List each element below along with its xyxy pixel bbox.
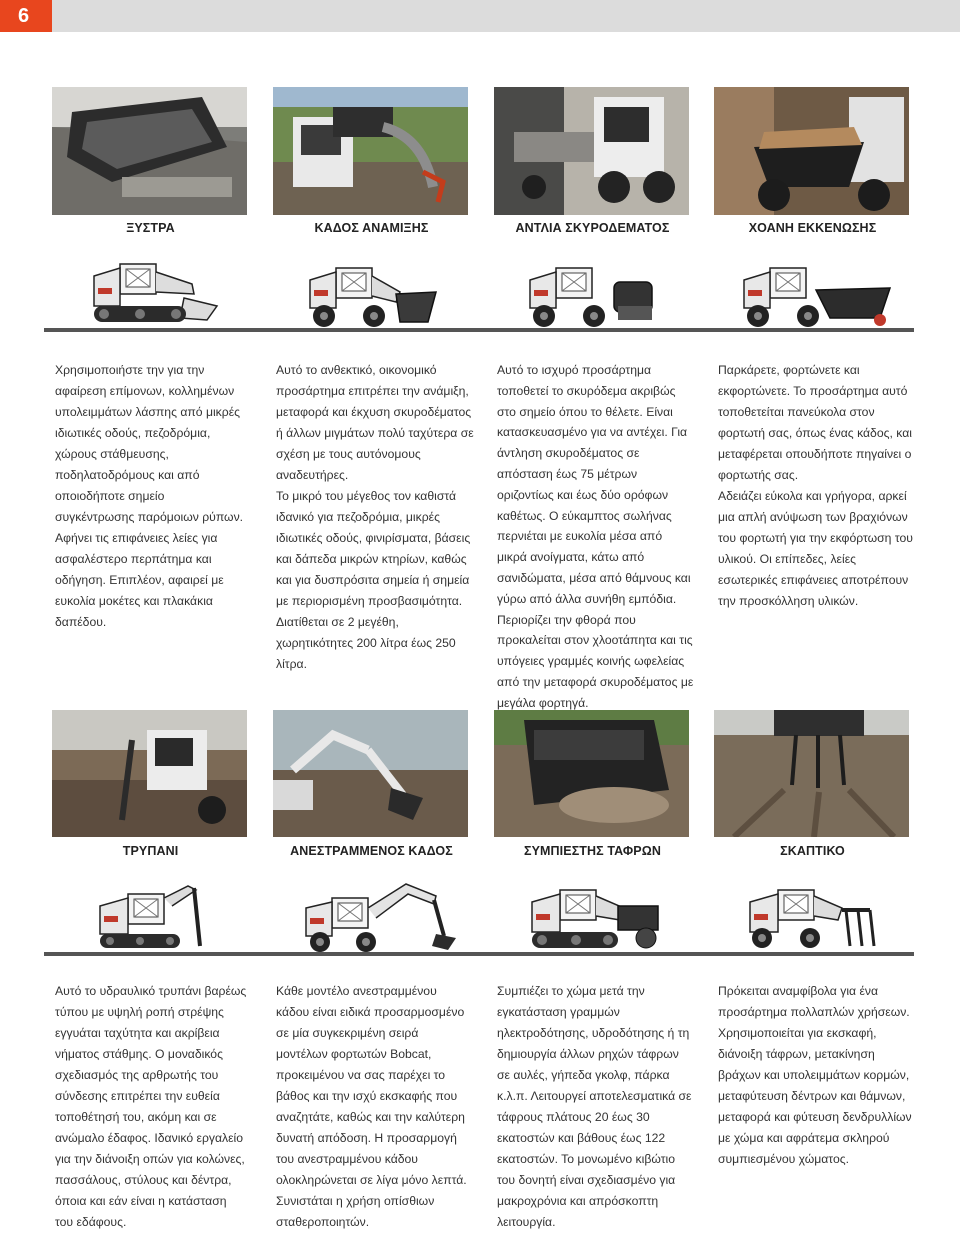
caption-scraper: ΞΥΣΤΡΑ <box>126 221 175 235</box>
caption-trench-compactor: ΣΥΜΠΙΕΣΤΗΣ ΤΑΦΡΩΝ <box>524 844 661 858</box>
dumping-hopper-paragraph: Αδειάζει εύκολα και γρήγορα, αρκεί μια απλή ανύψωση των βραχιόνων του φορτωτή για την εκφόρτωση του υλικού. Οι επίπεδες, λείες εσωτερικές επιφάνειες αποτρέπουν την προσκόλληση υλικών. <box>718 489 913 608</box>
concrete-pump-description <box>497 360 695 714</box>
caption-mixing-bucket: ΚΑΔΟΣ ΑΝΑΜΙΞΗΣ <box>314 221 429 235</box>
scraper-paragraph: Χρησιμοποιήστε την για την αφαίρεση επίμονων, κολλημένων υπολειμμάτων λάσπης από μικρές ιδιωτικές οδούς, πεζοδρόμια, χώρους στάθμευσης, ποδηλατοδρόμους και από οποιοδήποτε σημείο συγκέντρωσης παρόμοιων ρύπων. <box>55 363 244 524</box>
concrete-pump-paragraph: Αυτό το ισχυρό προσάρτημα τοποθετεί το σκυρόδεμα ακριβώς στο σημείο όπου το θέλετε. Είναι κατασκευασμένο για να αντέχει. Για άντληση σκυροδέματος σε απόσταση έως 75 μέτρων οριζοντίως και έως δύο ορόφων καθέτως. Ο εύκαμπτος σωλήνας περνιέται με ευκολία μέσα από μικρά ανοίγματα, κάτω από σανιδώματα, μέσα από θάμνους και γύρω από άλλα συνήθη εμπόδια. Περιορίζει την φθορά που προκαλείται στον χλοοτάπητα και τις υπόγειες γραμμές κοινής ωφελείας από την μεταφορά σκυροδέματος με μεγάλα φορτηγά. <box>497 363 694 710</box>
auger-description <box>55 981 247 1233</box>
skid-steer-backhoe-icon <box>296 878 466 954</box>
auger-photo <box>52 710 247 837</box>
caption-auger: ΤΡΥΠΑΝΙ <box>122 844 179 858</box>
auger-paragraph: Αυτό το υδραυλικό τρυπάνι βαρέως τύπου με υψηλή ροπή στρέψης εγγυάται ταχύτητα και ακρίβεια νήματος στάθμης. Ο μοναδικός σχεδιασμός της αρθρωτής του σύνδεσης επιτρέπει την ευθεία τοποθέτησή του, ακόμη και σε ανώμαλο έδαφος. Ιδανικό εργαλείο για την διάνοιξη οπών για κολώνες, πασσάλους, στύλους και δέντρα, όποια και εάν είναι η κατάσταση του εδάφους. <box>55 984 247 1229</box>
ripper-description <box>718 981 914 1170</box>
backhoe-paragraph: Κάθε μοντέλο ανεστραμμένου κάδου είναι ειδικά προσαρμοσμένο σε μία συγκεκριμένη σειρά μοντέλων φορτωτών Bobcat, προκειμένου να σας παρέχει το βάθος και την ισχύ εκσκαφής που αναζητάτε, καθώς και την καλύτερη δυνατή απόδοση. Η προσαρμογή του ανεστραμμένου κάδου ολοκληρώνεται σε λίγα μόνο λεπτά. Συνιστάται η χρήση οπίσθιων σταθεροποιητών. <box>276 984 467 1229</box>
page-number: 6 <box>0 0 52 32</box>
trench-compactor-description <box>497 981 693 1233</box>
trench-compactor-photo <box>494 710 689 837</box>
page-header-bar <box>0 0 960 32</box>
section-divider <box>44 952 914 956</box>
skid-steer-mixing-bucket-icon <box>296 262 456 330</box>
ripper-paragraph: Πρόκειται αναμφίβολα για ένα προσάρτημα πολλαπλών χρήσεων. Χρησιμοποιείται για εκσκαφή, διάνοιξη τάφρων, μετακίνηση βράχων και υπολειμμάτων κορμών, μεταφύτευση δέντρων και θάμνων, μεταφορά και φύτευση δενδρυλλίων με χώμα και αφράτεμα σκληρού συμπιεσμένου χώματος. <box>718 984 912 1166</box>
scraper-description <box>55 360 245 633</box>
backhoe-description <box>276 981 472 1233</box>
scraper-photo <box>52 87 247 215</box>
trench-compactor-paragraph: Συμπιέζει το χώμα μετά την εγκατάσταση γραμμών ηλεκτροδότησης, υδροδότησης ή τη δημιουργία άλλων ρηχών τάφρων σε αυλές, γήπεδα γκολφ, πάρκα κ.λ.π. Λειτουργεί αποτελεσματικά σε τάφρους πλάτους 20 έως 30 εκατοστών και βάθους έως 122 εκατοστών. Το μονωμένο κιβώτιο του δονητή είναι σχεδιασμένο για μακροχρόνια και απρόσκοπτη λειτουργία. <box>497 984 692 1229</box>
ripper-photo <box>714 710 909 837</box>
caption-concrete-pump: ΑΝΤΛΙΑ ΣΚΥΡΟΔΕΜΑΤΟΣ <box>515 221 670 235</box>
mixing-bucket-photo <box>273 87 468 215</box>
mixing-bucket-paragraph: Το μικρό του μέγεθος τον καθιστά ιδανικό για πεζοδρόμια, μικρές ιδιωτικές οδούς, φινιρίσματα, βάσεις και δάπεδα μικρών κτηρίων, καθώς και για δυσπρόσιτα σημεία ή σημεία με περιορισμένη προσβασιμότητα. Διατίθεται σε 2 μεγέθη, χωρητικότητες 200 λίτρα έως 250 λίτρα. <box>276 489 471 671</box>
skid-steer-trench-compactor-icon <box>520 882 680 952</box>
dumping-hopper-paragraph: Παρκάρετε, φορτώνετε και εκφορτώνετε. Το προσάρτημα αυτό τοποθετείται πανεύκολα στον φορτωτή σας, όπως ένας κάδος, και μεταφέρεται οπουδήποτε πηγαίνει ο φορτωτής σας. <box>718 363 912 482</box>
skid-steer-concrete-pump-icon <box>516 262 676 330</box>
skid-steer-dumping-hopper-icon <box>730 262 895 330</box>
skid-steer-ripper-icon <box>738 882 888 952</box>
dumping-hopper-photo <box>714 87 909 215</box>
mixing-bucket-description <box>276 360 476 675</box>
mixing-bucket-paragraph: Αυτό το ανθεκτικό, οικονομικό προσάρτημα επιτρέπει την ανάμιξη, μεταφορά και έκχυση σκυροδέματος ή άλλων μιγμάτων πολύ ταχύτερα σε σχέση με τους αυτόνομους αναδευτήρες. <box>276 363 474 482</box>
concrete-pump-photo <box>494 87 689 215</box>
caption-ripper: ΣΚΑΠΤΙΚΟ <box>780 844 845 858</box>
scraper-paragraph: Αφήνει τις επιφάνειες λείες για ασφαλέστερο περπάτημα και οδήγηση. Επιπλέον, αφαιρεί με ευκολία μοκέτες και πλακάκια δαπέδου. <box>55 531 224 629</box>
caption-backhoe: ΑΝΕΣΤΡΑΜΜΕΝΟΣ ΚΑΔΟΣ <box>290 844 453 858</box>
skid-steer-auger-icon <box>88 880 218 952</box>
section-divider <box>44 328 914 332</box>
dumping-hopper-description <box>718 360 918 612</box>
caption-dumping-hopper: ΧΟΑΝΗ ΕΚΚΕΝΩΣΗΣ <box>748 221 877 235</box>
backhoe-photo <box>273 710 468 837</box>
skid-steer-scraper-icon <box>72 258 232 330</box>
